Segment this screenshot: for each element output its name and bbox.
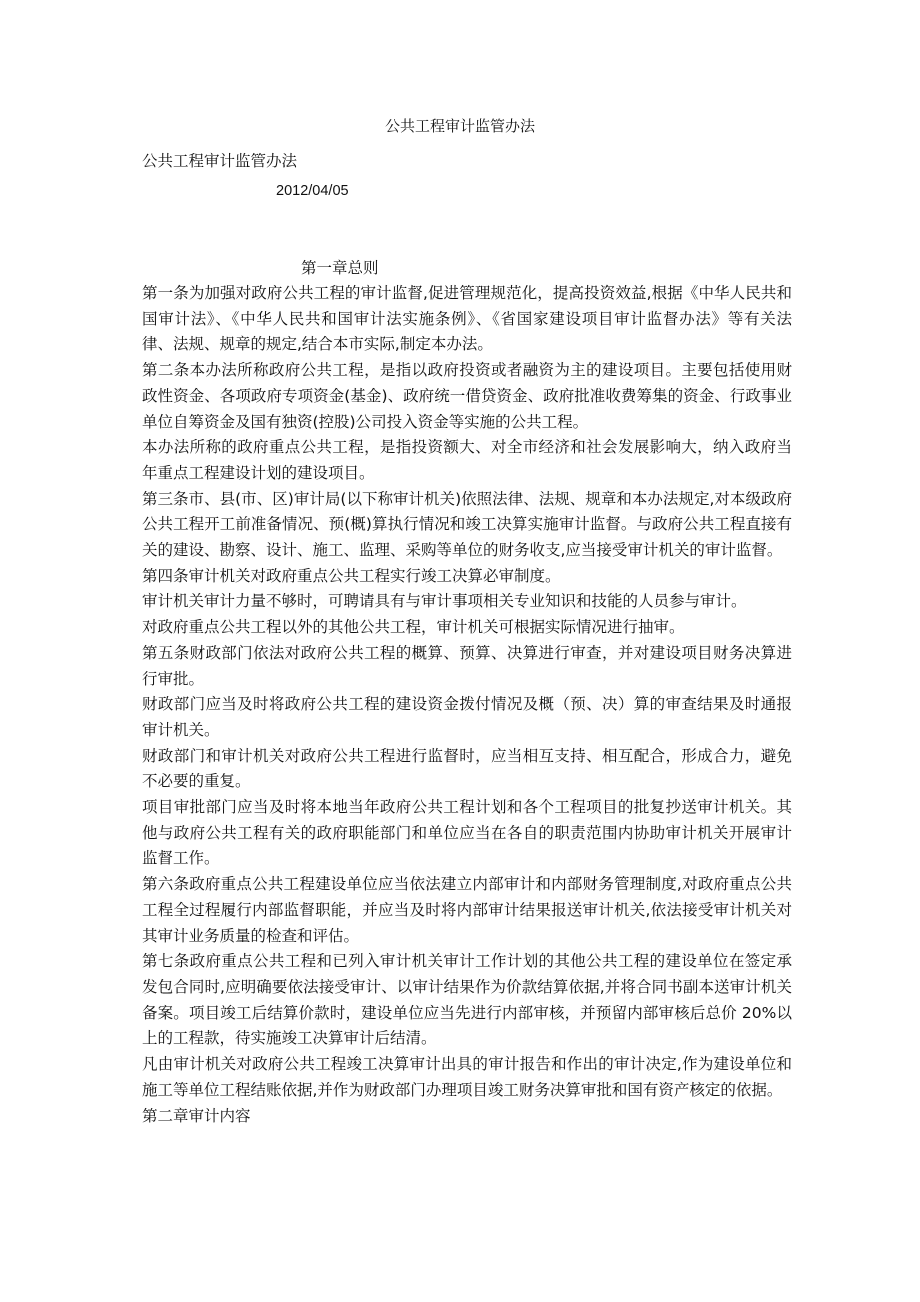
- paragraph: 对政府重点公共工程以外的其他公共工程，审计机关可根据实际情况进行抽审。: [142, 618, 685, 637]
- document-title: 公共工程审计监管办法: [384, 117, 535, 135]
- paragraph: 第二条本办法所称政府公共工程，是指以政府投资或者融资为主的建设项目。主要包括使用财政性资金、各项政府专项资金(基金)、政府统一借贷资金、政府批准收费筹集的资金、行政事业单位自筹资金及国有独资(控股)公司投入资金等实施的公共工程。: [142, 361, 792, 431]
- paragraph: 本办法所称的政府重点公共工程，是指投资额大、对全市经济和社会发展影响大，纳入政府当年重点工程建设计划的建设项目。: [142, 438, 792, 482]
- paragraph: 财政部门应当及时将政府公共工程的建设资金拨付情况及概（预、决）算的审查结果及时通报审计机关。: [142, 695, 792, 739]
- document-subtitle: 公共工程审计监管办法: [142, 152, 298, 170]
- chapter-heading: 第一章总则: [301, 259, 379, 277]
- paragraph: 凡由审计机关对政府公共工程竣工决算审计出具的审计报告和作出的审计决定,作为建设单位和施工等单位工程结账依据,并作为财政部门办理项目竣工财务决算审批和国有资产核定的依据。: [142, 1055, 792, 1099]
- paragraph: 审计机关审计力量不够时，可聘请具有与审计事项相关专业知识和技能的人员参与审计。: [142, 592, 747, 611]
- paragraph: 第四条审计机关对政府重点公共工程实行竣工决算必审制度。: [142, 566, 561, 585]
- paragraph: 财政部门和审计机关对政府公共工程进行监督时，应当相互支持、相互配合，形成合力，避免不必要的重复。: [142, 746, 792, 791]
- document-body: [142, 281, 792, 1129]
- paragraph: 第五条财政部门依法对政府公共工程的概算、预算、决算进行审查，并对建设项目财务决算进行审批。: [142, 643, 792, 688]
- paragraph: 第六条政府重点公共工程建设单位应当依法建立内部审计和内部财务管理制度,对政府重点公共工程全过程履行内部监督职能，并应当及时将内部审计结果报送审计机关,依法接受审计机关对其审计业务质量的检查和评估。: [142, 875, 792, 945]
- paragraph: 第三条市、县(市、区)审计局(以下称审计机关)依照法律、法规、规章和本办法规定,对本级政府公共工程开工前准备情况、预(概)算执行情况和竣工决算实施审计监督。与政府公共工程直接有关的建设、勘察、设计、施工、监理、采购等单位的财务收支,应当接受审计机关的审计监督。: [142, 489, 792, 560]
- document-date: 2012/04/05: [276, 183, 349, 199]
- chapter-heading: 第二章审计内容: [142, 1106, 251, 1125]
- paragraph: 第七条政府重点公共工程和已列入审计机关审计工作计划的其他公共工程的建设单位在签定承发包合同时,应明确要依法接受审计、以审计结果作为价款结算依据,并将合同书副本送审计机关备案。项目竣工后结算价款时，建设单位应当先进行内部审核，并预留内部审核后总价 20%以上的工程款，待实施竣工决算审计后结清。: [142, 952, 792, 1048]
- paragraph: 第一条为加强对政府公共工程的审计监督,促进管理规范化，提高投资效益,根据《中华人民共和国审计法》、《中华人民共和国审计法实施条例》、《省国家建设项目审计监督办法》等有关法律、法规、规章的规定,结合本市实际,制定本办法。: [142, 284, 792, 354]
- paragraph: 项目审批部门应当及时将本地当年政府公共工程计划和各个工程项目的批复抄送审计机关。其他与政府公共工程有关的政府职能部门和单位应当在各自的职责范围内协助审计机关开展审计监督工作。: [142, 798, 792, 868]
